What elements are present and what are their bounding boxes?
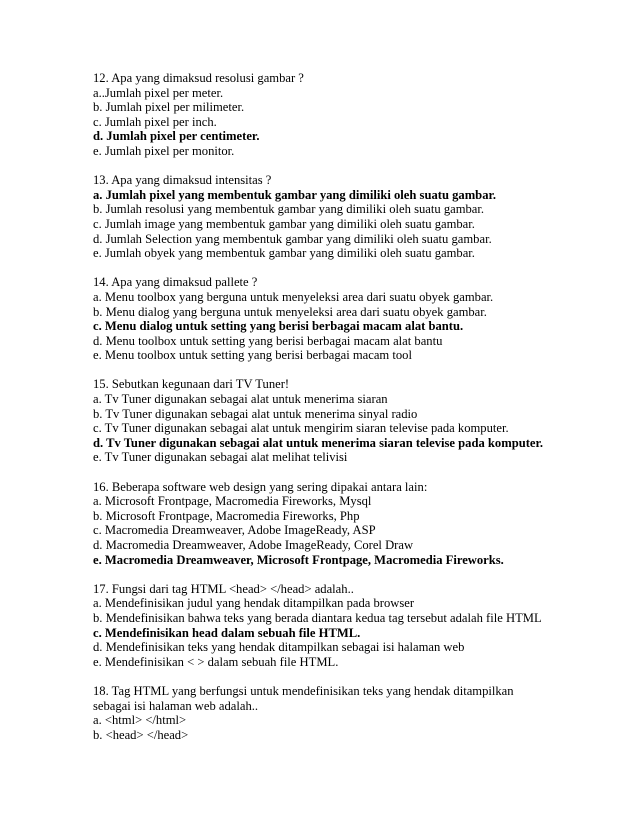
question-text-line: 17. Fungsi dari tag HTML <head> </head> adalah.. [93, 581, 354, 596]
answer-option: e. Mendefinisikan < > dalam sebuah file HTML. [93, 654, 339, 669]
answer-option: a. Microsoft Frontpage, Macromedia Fireworks, Mysql [93, 494, 372, 509]
answer-option-correct: d. Jumlah pixel per centimeter. [93, 129, 260, 144]
answer-option: b. Jumlah resolusi yang membentuk gambar yang dimiliki oleh suatu gambar. [93, 202, 485, 217]
answer-option-correct: a. Jumlah pixel yang membentuk gambar yang dimiliki oleh suatu gambar. [93, 187, 497, 202]
answer-option: b. Jumlah pixel per milimeter. [93, 100, 245, 115]
question-block [93, 582, 623, 670]
question-text-line: 14. Apa yang dimaksud pallete ? [93, 275, 258, 290]
question-text [93, 275, 623, 290]
answer-option: b. Menu dialog yang berguna untuk menyeleksi area dari suatu obyek gambar. [93, 304, 487, 319]
question-text-line: 15. Sebutkan kegunaan dari TV Tuner! [93, 377, 290, 392]
answer-option-correct: e. Macromedia Dreamweaver, Microsoft Frontpage, Macromedia Fireworks. [93, 552, 504, 567]
question-block [93, 480, 623, 568]
answer-option: e. Menu toolbox untuk setting yang berisi berbagai macam tool [93, 348, 412, 363]
answer-option: c. Jumlah pixel per inch. [93, 114, 217, 129]
answer-option: c. Macromedia Dreamweaver, Adobe ImageReady, ASP [93, 523, 376, 538]
answer-option: c. Tv Tuner digunakan sebagai alat untuk mengirim siaran televise pada komputer. [93, 421, 509, 436]
answer-option: b. Tv Tuner digunakan sebagai alat untuk menerima sinyal radio [93, 406, 418, 421]
question-text [93, 173, 623, 188]
question-block [93, 377, 623, 465]
question-block [93, 275, 623, 363]
question-text-line: sebagai isi halaman web adalah.. [93, 698, 259, 713]
answer-option: a. Mendefinisikan judul yang hendak ditampilkan pada browser [93, 596, 415, 611]
answer-option: b. Microsoft Frontpage, Macromedia Fireworks, Php [93, 508, 360, 523]
question-text-line: 16. Beberapa software web design yang sering dipakai antara lain: [93, 479, 428, 494]
answer-option: c. Jumlah image yang membentuk gambar yang dimiliki oleh suatu gambar. [93, 216, 475, 231]
answer-option: a. Menu toolbox yang berguna untuk menyeleksi area dari suatu obyek gambar. [93, 289, 494, 304]
answer-option: e. Jumlah pixel per monitor. [93, 143, 235, 158]
answer-option: b. <head> </head> [93, 727, 189, 742]
answer-option: a. <html> </html> [93, 713, 187, 728]
question-block [93, 173, 623, 261]
question-text [93, 684, 623, 713]
question-text [93, 377, 623, 392]
answer-option-correct: d. Tv Tuner digunakan sebagai alat untuk menerima siaran televise pada komputer. [93, 435, 544, 450]
answer-option: e. Tv Tuner digunakan sebagai alat melihat telivisi [93, 450, 348, 465]
answer-option: e. Jumlah obyek yang membentuk gambar yang dimiliki oleh suatu gambar. [93, 246, 475, 261]
answer-option: a..Jumlah pixel per meter. [93, 85, 224, 100]
question-text [93, 71, 623, 86]
question-text-line: 13. Apa yang dimaksud intensitas ? [93, 173, 272, 188]
answer-option: a. Tv Tuner digunakan sebagai alat untuk menerima siaran [93, 392, 388, 407]
document-page [93, 71, 623, 757]
answer-option: d. Macromedia Dreamweaver, Adobe ImageReady, Corel Draw [93, 538, 414, 552]
question-text-line: 12. Apa yang dimaksud resolusi gambar ? [93, 71, 304, 85]
answer-option: b. Mendefinisikan bahwa teks yang berada diantara kedua tag tersebut adalah file HTML [93, 610, 542, 625]
question-block [93, 71, 623, 159]
question-text-line: 18. Tag HTML yang berfungsi untuk mendefinisikan teks yang hendak ditampilkan [93, 683, 514, 698]
question-text [93, 582, 623, 597]
answer-option-correct: c. Mendefinisikan head dalam sebuah file HTML. [93, 625, 361, 640]
question-block [93, 684, 623, 742]
answer-option-correct: c. Menu dialog untuk setting yang berisi berbagai macam alat bantu. [93, 319, 464, 334]
question-text [93, 480, 623, 495]
answer-option: d. Menu toolbox untuk setting yang berisi berbagai macam alat bantu [93, 333, 443, 348]
answer-option: d. Mendefinisikan teks yang hendak ditampilkan sebagai isi halaman web [93, 640, 465, 655]
answer-option: d. Jumlah Selection yang membentuk gambar yang dimiliki oleh suatu gambar. [93, 231, 492, 246]
